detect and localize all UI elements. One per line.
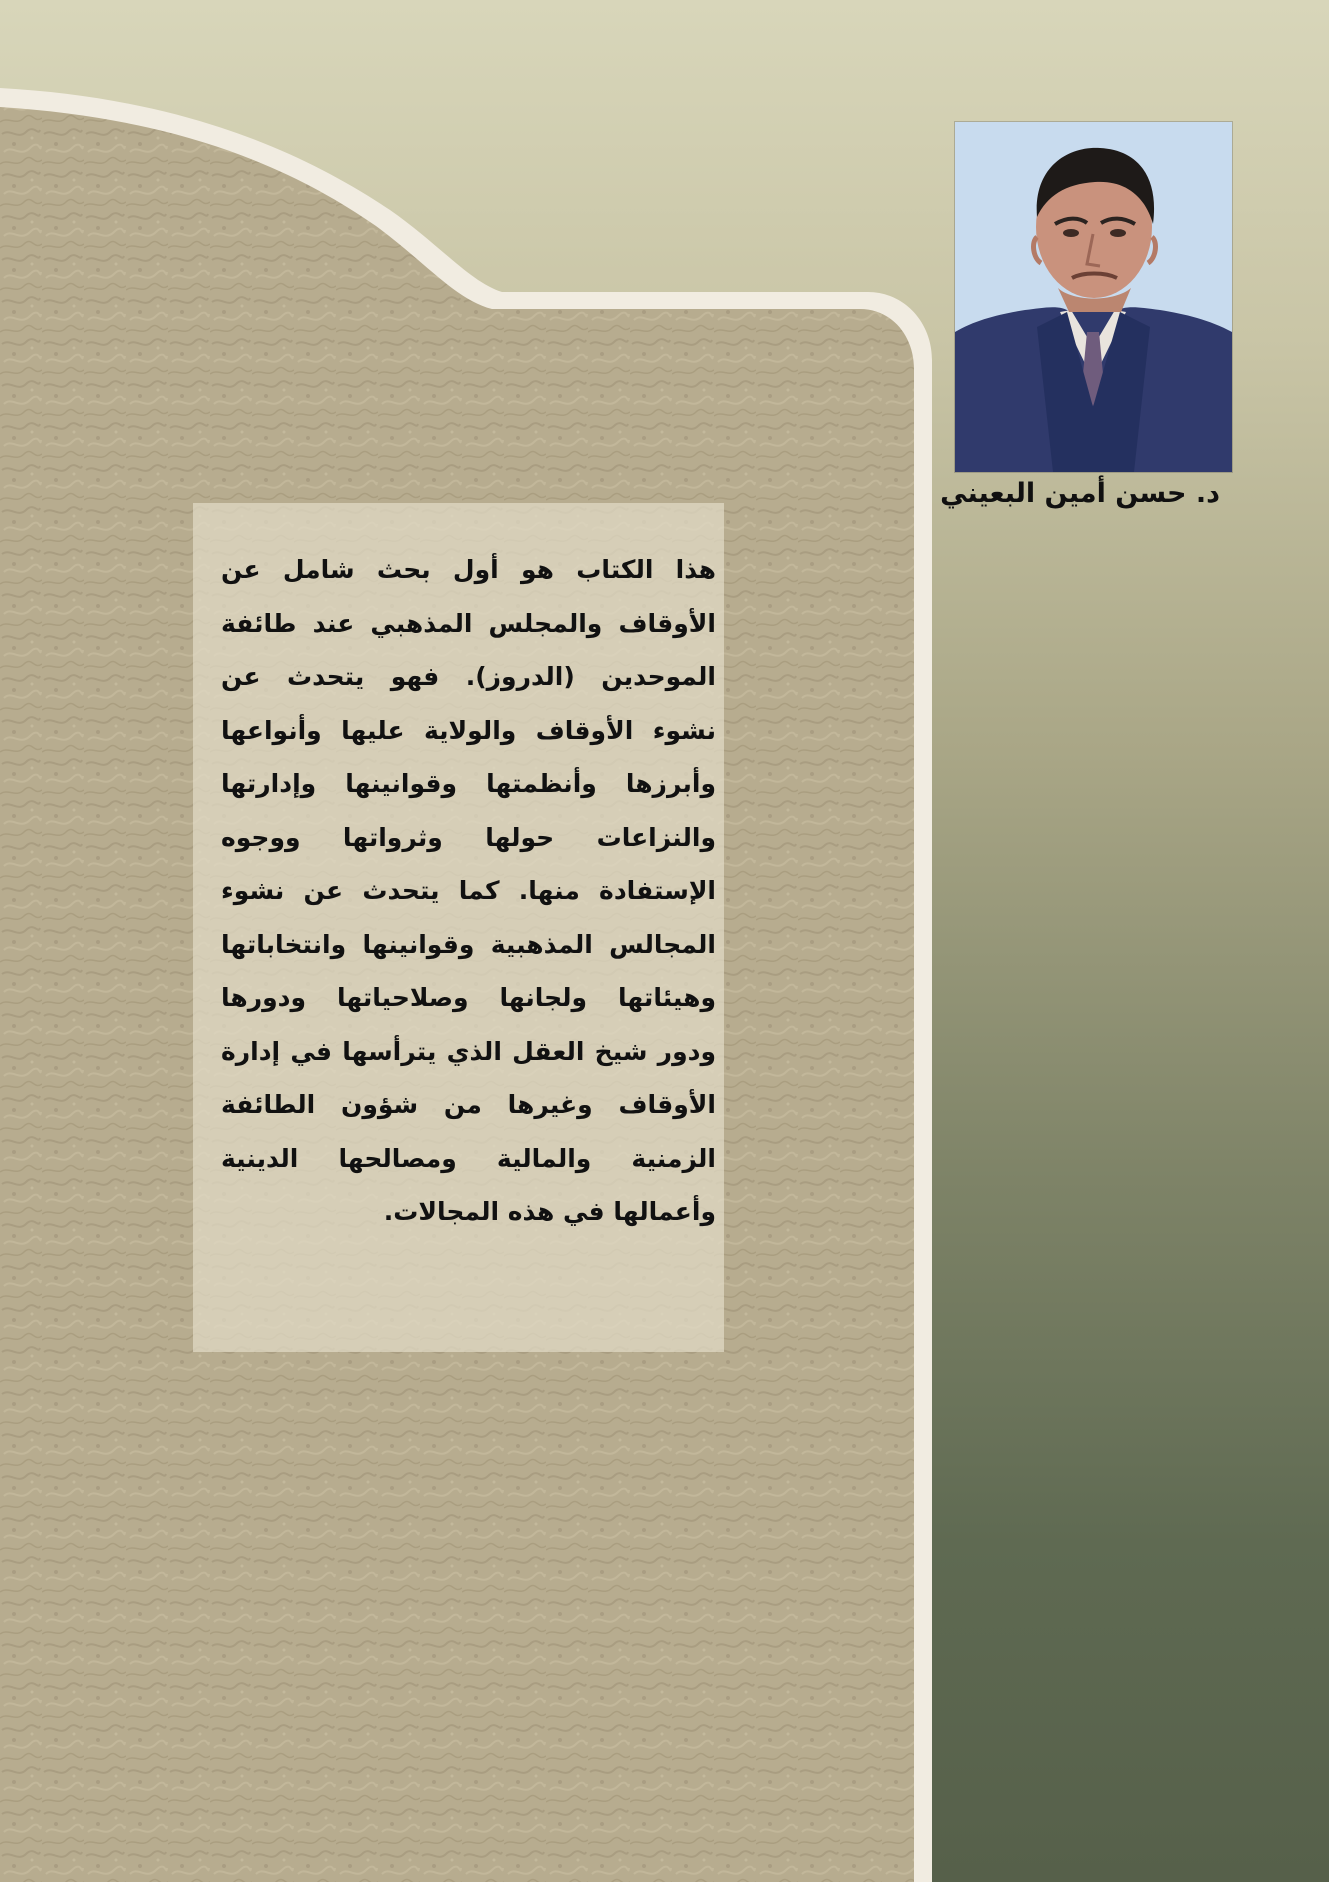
author-name: د. حسن أمين البعيني [940, 478, 1220, 509]
description-panel [193, 503, 724, 1352]
author-photo [955, 122, 1232, 472]
book-description: هذا الكتاب هو أول بحث شامل عن الأوقاف والمجلس المذهبي عند طائفة الموحدين (الدروز). فهو يتحدث عن نشوء الأوقاف والولاية عليها وأنواعها وأبرزها وأنظمتها وقوانينها وإدارتها والنزاعات حولها وثرواتها ووجوه الإستفادة منها. كما يتحدث عن نشوء المجالس المذهبية وقوانينها وانتخاباتها وهيئاتها ولجانها وصلاحياتها ودورها ودور شيخ العقل الذي يترأسها في إدارة الأوقاف وغيرها من شؤون الطائفة الزمنية والمالية ومصالحها الدينية وأعمالها في هذه المجالات. [221, 555, 716, 1226]
